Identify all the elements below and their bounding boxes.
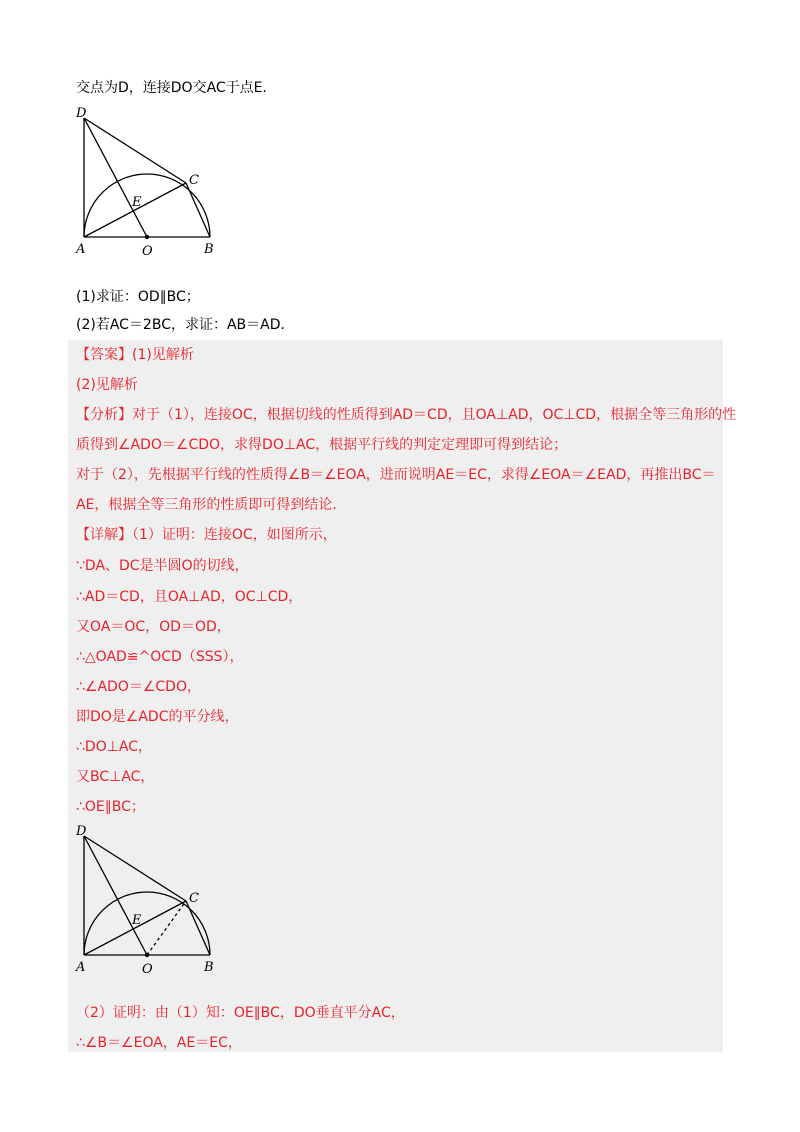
analysis-tag: 【分析】 (76, 407, 132, 423)
point-o (145, 235, 149, 239)
answer-line-2: (2)见解析 (76, 377, 138, 393)
detail-line-4: 又OA＝OC，OD＝OD， (76, 619, 231, 635)
segment-oc-dashed (147, 901, 186, 955)
label-e: E (132, 195, 142, 210)
analysis-line-4: AE，根据全等三角形的性质即可得到结论． (76, 497, 347, 513)
analysis-line-1 (76, 405, 736, 425)
label-b: B (204, 242, 214, 257)
proof2-line-1: （2）证明：由（1）知：OE∥BC，DO垂直平分AC， (76, 1005, 405, 1021)
segment-dc (84, 118, 186, 183)
question-2: (2)若AC＝2BC，求证：AB＝AD． (76, 317, 295, 333)
segment-cb (186, 901, 210, 955)
answer-1-text: (1)见解析 (132, 347, 194, 363)
segment-dc (84, 836, 186, 901)
label-a: A (76, 960, 86, 975)
label-a: A (76, 242, 86, 257)
label-d: D (76, 824, 87, 839)
detail-text-1: （1）证明：连接OC，如图所示， (132, 527, 337, 543)
proof2-line-2: ∴∠B＝∠EOA，AE＝EC， (76, 1035, 242, 1051)
detail-line-5: ∴△OAD≌^OCD（SSS）， (76, 649, 244, 665)
segment-do (84, 118, 147, 237)
question-1: (1)求证：OD∥BC； (76, 289, 200, 305)
segment-ac (84, 183, 186, 237)
detail-line-6: ∴∠ADO＝∠CDO， (76, 679, 201, 695)
label-c: C (189, 173, 199, 188)
analysis-text-1: 对于（1），连接OC，根据切线的性质得到AD＝CD，且OA⊥AD，OC⊥CD，根据全等三角形的性 (132, 407, 737, 423)
detail-line-2: ∵DA、DC是半圆O的切线， (76, 558, 249, 574)
point-o (145, 953, 149, 957)
detail-tag: 【详解】 (76, 527, 132, 543)
detail-line-9: 又BC⊥AC， (76, 769, 155, 785)
label-o: O (142, 244, 153, 259)
detail-line-10: ∴OE∥BC； (76, 799, 145, 815)
answer-line-1 (76, 345, 194, 365)
detail-line-3: ∴AD＝CD，且OA⊥AD，OC⊥CD， (76, 589, 303, 605)
segment-do (84, 836, 147, 955)
segment-ac (84, 901, 186, 955)
geometry-figure-2 (70, 818, 230, 978)
intro-text: 交点为D，连接DO交AC于点E． (76, 80, 277, 96)
detail-line-7: 即DO是∠ADC的平分线， (76, 709, 239, 725)
detail-line-8: ∴DO⊥AC， (76, 739, 153, 755)
detail-line-1 (76, 525, 337, 545)
geometry-figure-1 (70, 100, 230, 260)
label-o: O (142, 962, 153, 977)
label-b: B (204, 960, 214, 975)
label-e: E (132, 913, 142, 928)
segment-cb (186, 183, 210, 237)
analysis-line-2: 质得到∠ADO＝∠CDO，求得DO⊥AC，根据平行线的判定定理即可得到结论； (76, 437, 568, 453)
answer-tag: 【答案】 (76, 347, 132, 363)
label-d: D (76, 106, 87, 121)
analysis-line-3: 对于（2），先根据平行线的性质得∠B＝∠EOA，进而说明AE＝EC，求得∠EOA＝∠EAD，再推出BC＝ (76, 467, 716, 483)
label-c: C (189, 891, 199, 906)
